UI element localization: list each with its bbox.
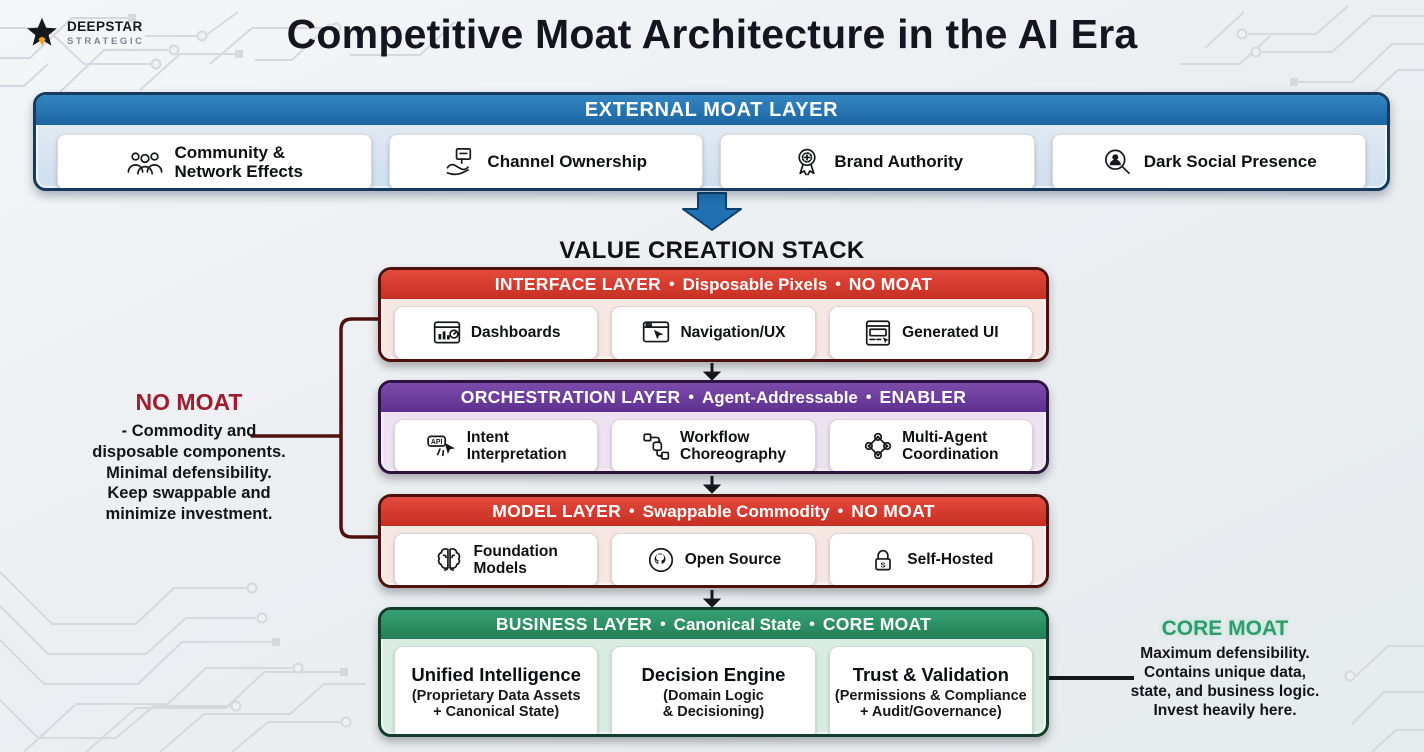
card-label: Community & Network Effects [174,142,303,181]
card-generated-ui [829,306,1033,360]
card-channel-ownership [389,134,704,190]
model-layer-header: MODEL LAYER • Swappable Commodity • NO MOAT [381,497,1046,526]
card-label: Channel Ownership [487,152,648,172]
svg-text:API: API [430,438,443,446]
card-label: Generated UI [902,324,999,342]
card-navigation-ux [611,306,815,360]
logo [24,15,145,51]
business-layer [378,607,1049,737]
page-title: Competitive Moat Architecture in the AI Era [286,11,1138,57]
card-label: Foundation Models [473,542,558,577]
card-open-source [611,533,815,587]
card-label: Multi-Agent Coordination [902,428,999,463]
card-community-network-effects [57,134,372,190]
card-label: Dashboards [470,324,561,342]
card-unified-intelligence: Unified Intelligence (Proprietary Data Assets + Canonical State) [394,646,598,737]
dashboard-icon [432,318,462,348]
external-moat-layer [33,92,1390,191]
svg-text:S: S [880,560,886,570]
card-multi-agent-coordination [829,419,1033,473]
card-brand-authority [720,134,1035,190]
stack-title: VALUE CREATION STACK [559,237,865,264]
card-trust-validation: Trust & Validation (Permissions & Compliance + Audit/Governance) [829,646,1033,737]
logo-name: DEEPSTAR [67,19,143,34]
hand-channel-icon [444,146,476,178]
core-moat-annotation: CORE MOAT Maximum defensibility. Contains unique data, state, and business logic. Invest heavily here. [1122,617,1328,721]
card-label: Open Source [684,551,782,569]
card-subtitle: (Proprietary Data Assets + Canonical State) [411,687,581,721]
card-self-hosted [829,533,1033,587]
card-decision-engine: Decision Engine (Domain Logic & Decisioning) [611,646,815,737]
wireframe-icon [863,318,893,348]
external-layer-header: EXTERNAL MOAT LAYER [36,95,1387,125]
card-label: Dark Social Presence [1143,152,1317,172]
logo-tagline: STRATEGIC [67,35,145,47]
api-cursor-icon [426,432,458,460]
card-label: Intent Interpretation [466,428,567,463]
card-label: Workflow Choreography [680,428,786,463]
card-intent-interpretation [394,419,598,473]
no-moat-title: NO MOAT [135,389,243,415]
brain-icon [434,545,464,575]
business-layer-header: BUSINESS LAYER • Canonical State • CORE MOAT [381,610,1046,639]
blue-down-arrow [683,193,741,230]
star-logo-icon [24,15,60,51]
card-label: Navigation/UX [680,324,786,342]
core-moat-title: CORE MOAT [1161,617,1289,640]
flowchart-icon [641,431,671,461]
card-dark-social-presence [1052,134,1367,190]
award-ribbon-icon [791,146,823,178]
browser-cursor-icon [641,318,671,348]
card-subtitle: (Domain Logic & Decisioning) [662,687,765,721]
github-icon [646,545,676,575]
interface-layer [378,267,1049,362]
card-workflow-choreography [611,419,815,473]
card-label: Self-Hosted [907,551,994,569]
people-group-icon [126,148,164,177]
lock-icon [868,545,898,575]
orchestration-layer [378,380,1049,474]
interface-layer-header: INTERFACE LAYER • Disposable Pixels • NO MOAT [381,270,1046,299]
person-magnifier-icon [1101,146,1133,178]
card-foundation-models [394,533,598,587]
no-moat-annotation: NO MOAT - Commodity and disposable components. Minimal defensibility. Keep swappable and minimize investment. [60,389,318,525]
card-dashboards [394,306,598,360]
card-subtitle: (Permissions & Compliance + Audit/Governance) [834,687,1027,721]
node-network-icon [863,431,893,461]
orchestration-layer-header: ORCHESTRATION LAYER • Agent-Addressable • ENABLER [381,383,1046,412]
model-layer [378,494,1049,588]
card-label: Brand Authority [834,152,964,172]
